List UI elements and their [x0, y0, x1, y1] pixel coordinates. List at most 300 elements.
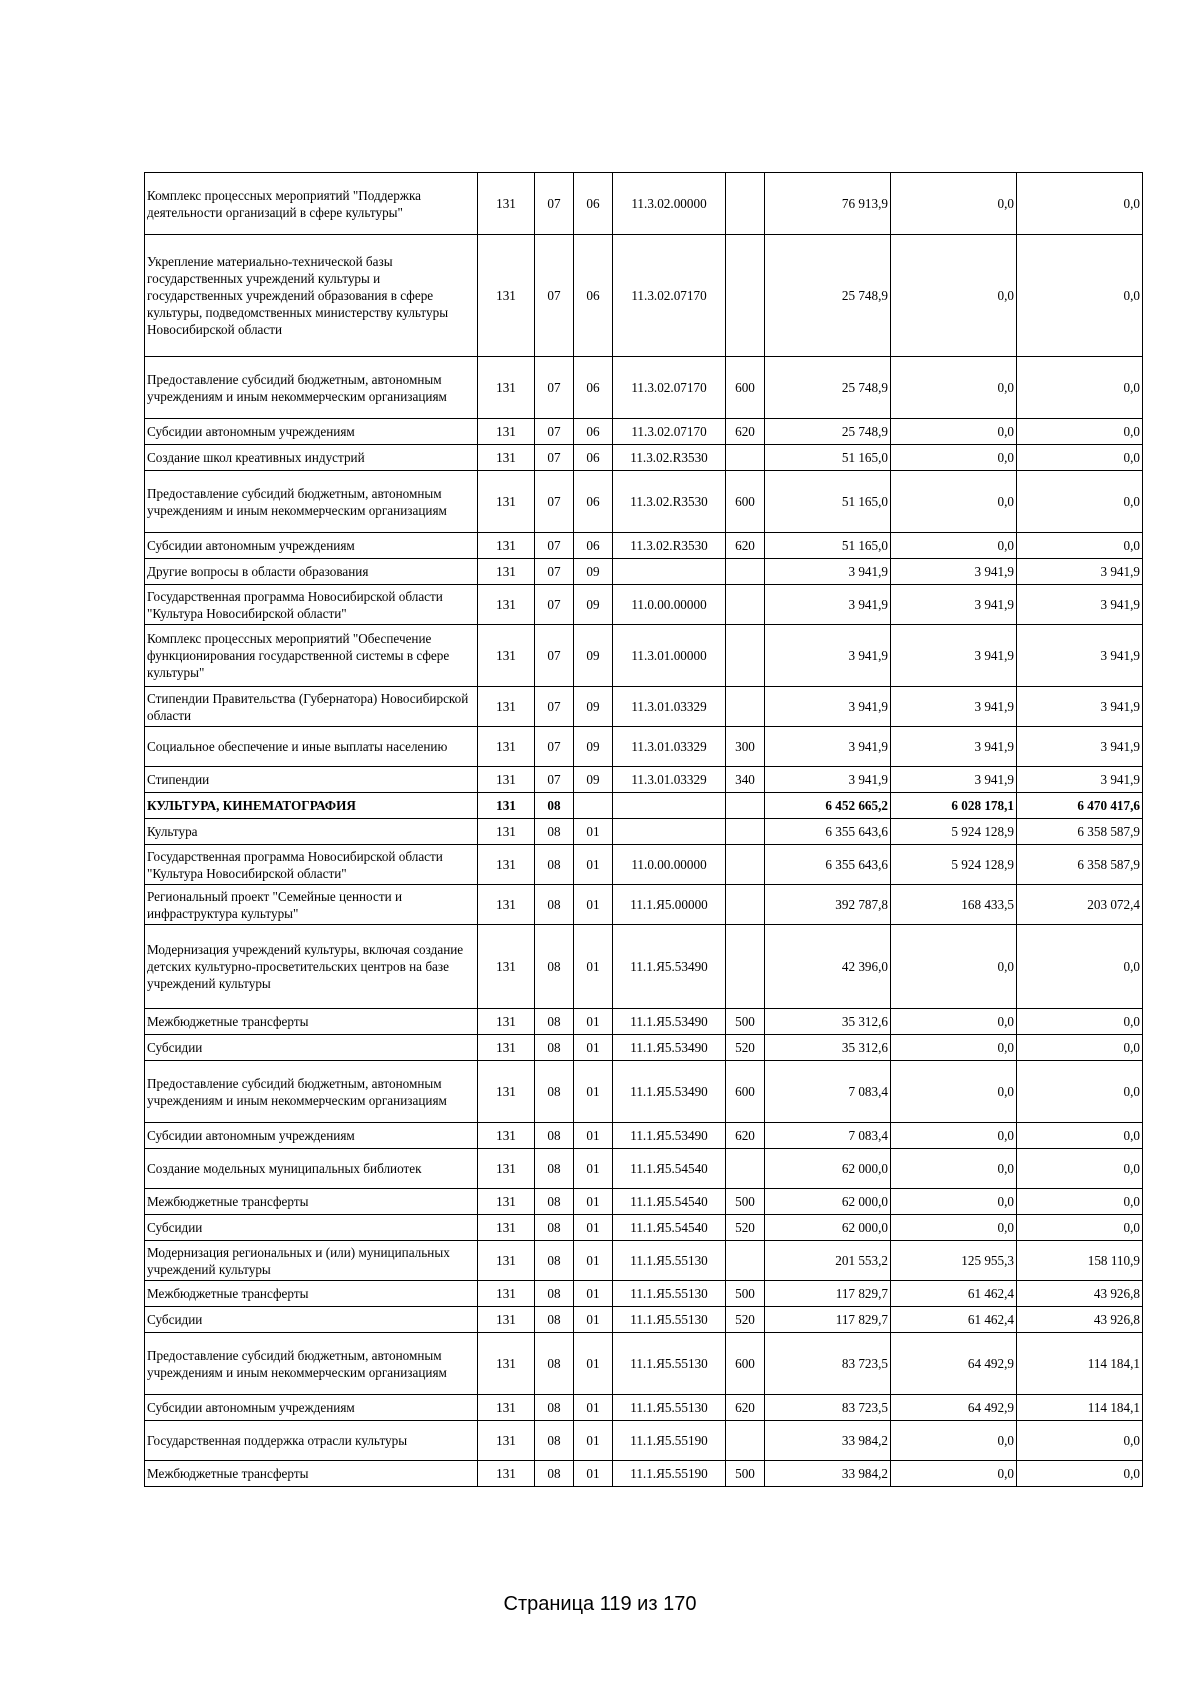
row-amount-year1-cell: 3 941,9 — [765, 767, 891, 793]
row-ministry-code-cell: 131 — [478, 1149, 535, 1189]
row-ministry-code-cell: 131 — [478, 533, 535, 559]
row-section-code-cell: 08 — [535, 819, 574, 845]
row-amount-year3-cell: 43 926,8 — [1017, 1281, 1143, 1307]
row-section-code-cell: 07 — [535, 559, 574, 585]
row-amount-year2-cell: 0,0 — [891, 445, 1017, 471]
row-amount-year3-cell: 3 941,9 — [1017, 585, 1143, 625]
row-section-code-cell: 07 — [535, 767, 574, 793]
row-target-article-cell: 11.3.02.R3530 — [613, 445, 726, 471]
row-amount-year2-cell: 0,0 — [891, 925, 1017, 1009]
row-target-article-cell: 11.3.02.R3530 — [613, 533, 726, 559]
table-row — [145, 1035, 1143, 1061]
row-amount-year3-cell: 6 358 587,9 — [1017, 819, 1143, 845]
row-amount-year2-cell: 3 941,9 — [891, 727, 1017, 767]
row-expense-type-cell: 600 — [726, 1333, 765, 1395]
row-amount-year3-cell: 0,0 — [1017, 533, 1143, 559]
row-amount-year2-cell: 0,0 — [891, 1421, 1017, 1461]
table-row — [145, 819, 1143, 845]
row-target-article-cell: 11.3.01.03329 — [613, 767, 726, 793]
row-expense-type-cell — [726, 819, 765, 845]
row-amount-year2-cell: 3 941,9 — [891, 767, 1017, 793]
row-target-article-cell: 11.1.Я5.55130 — [613, 1281, 726, 1307]
row-amount-year2-cell: 64 492,9 — [891, 1333, 1017, 1395]
row-subsection-code-cell: 09 — [574, 767, 613, 793]
row-subsection-code-cell: 01 — [574, 1421, 613, 1461]
row-name-cell: Укрепление материально-технической базы государственных учреждений культуры и государственных учреждений образования в сфере культуры, подведомственных министерству культуры Новосибирской области — [145, 235, 478, 357]
row-amount-year1-cell: 6 452 665,2 — [765, 793, 891, 819]
row-amount-year3-cell: 3 941,9 — [1017, 687, 1143, 727]
row-ministry-code-cell: 131 — [478, 1215, 535, 1241]
row-subsection-code-cell: 01 — [574, 1149, 613, 1189]
row-amount-year2-cell: 0,0 — [891, 1009, 1017, 1035]
table-row — [145, 1241, 1143, 1281]
row-name-cell: Межбюджетные трансферты — [145, 1461, 478, 1487]
row-ministry-code-cell: 131 — [478, 793, 535, 819]
row-section-code-cell: 08 — [535, 1395, 574, 1421]
row-amount-year1-cell: 201 553,2 — [765, 1241, 891, 1281]
row-amount-year2-cell: 0,0 — [891, 1461, 1017, 1487]
row-subsection-code-cell: 01 — [574, 1241, 613, 1281]
row-expense-type-cell: 500 — [726, 1461, 765, 1487]
page-number: Страница 119 из 170 — [503, 1593, 697, 1615]
row-amount-year2-cell: 0,0 — [891, 235, 1017, 357]
row-target-article-cell — [613, 793, 726, 819]
row-amount-year3-cell: 3 941,9 — [1017, 625, 1143, 687]
row-name-cell: Модернизация региональных и (или) муниципальных учреждений культуры — [145, 1241, 478, 1281]
row-name-cell: Предоставление субсидий бюджетным, автономным учреждениям и иным некоммерческим организациям — [145, 1061, 478, 1123]
row-amount-year3-cell: 0,0 — [1017, 445, 1143, 471]
row-section-code-cell: 07 — [535, 419, 574, 445]
row-section-code-cell: 08 — [535, 1241, 574, 1281]
row-subsection-code-cell: 01 — [574, 1281, 613, 1307]
row-name-cell: КУЛЬТУРА, КИНЕМАТОГРАФИЯ — [145, 793, 478, 819]
row-subsection-code-cell: 01 — [574, 885, 613, 925]
row-amount-year1-cell: 76 913,9 — [765, 173, 891, 235]
row-name-cell: Социальное обеспечение и иные выплаты населению — [145, 727, 478, 767]
row-target-article-cell: 11.3.01.03329 — [613, 727, 726, 767]
row-name-cell: Государственная поддержка отрасли культуры — [145, 1421, 478, 1461]
row-amount-year1-cell: 3 941,9 — [765, 625, 891, 687]
row-subsection-code-cell: 06 — [574, 357, 613, 419]
row-amount-year3-cell: 114 184,1 — [1017, 1333, 1143, 1395]
row-ministry-code-cell: 131 — [478, 585, 535, 625]
row-ministry-code-cell: 131 — [478, 357, 535, 419]
row-subsection-code-cell: 06 — [574, 471, 613, 533]
row-amount-year3-cell: 0,0 — [1017, 419, 1143, 445]
row-ministry-code-cell: 131 — [478, 1123, 535, 1149]
row-amount-year1-cell: 42 396,0 — [765, 925, 891, 1009]
row-section-code-cell: 08 — [535, 793, 574, 819]
row-subsection-code-cell: 01 — [574, 1061, 613, 1123]
row-name-cell: Межбюджетные трансферты — [145, 1281, 478, 1307]
table-row — [145, 559, 1143, 585]
row-ministry-code-cell: 131 — [478, 173, 535, 235]
row-name-cell: Субсидии — [145, 1307, 478, 1333]
row-amount-year3-cell: 3 941,9 — [1017, 559, 1143, 585]
row-amount-year2-cell: 3 941,9 — [891, 559, 1017, 585]
row-section-code-cell: 08 — [535, 1421, 574, 1461]
row-target-article-cell: 11.1.Я5.55190 — [613, 1461, 726, 1487]
row-expense-type-cell — [726, 445, 765, 471]
row-expense-type-cell: 500 — [726, 1009, 765, 1035]
row-expense-type-cell — [726, 1149, 765, 1189]
row-amount-year2-cell: 0,0 — [891, 1149, 1017, 1189]
table-row — [145, 1307, 1143, 1333]
table-row — [145, 419, 1143, 445]
row-expense-type-cell — [726, 585, 765, 625]
row-subsection-code-cell: 01 — [574, 1035, 613, 1061]
row-amount-year3-cell: 3 941,9 — [1017, 727, 1143, 767]
row-target-article-cell: 11.1.Я5.53490 — [613, 1035, 726, 1061]
row-section-code-cell: 08 — [535, 1035, 574, 1061]
row-amount-year1-cell: 3 941,9 — [765, 585, 891, 625]
row-section-code-cell: 08 — [535, 1189, 574, 1215]
table-row — [145, 1215, 1143, 1241]
row-section-code-cell: 07 — [535, 687, 574, 727]
row-amount-year3-cell: 43 926,8 — [1017, 1307, 1143, 1333]
row-amount-year2-cell: 3 941,9 — [891, 585, 1017, 625]
row-expense-type-cell: 620 — [726, 1123, 765, 1149]
row-name-cell: Комплекс процессных мероприятий "Обеспечение функционирования государственной системы в сфере культуры" — [145, 625, 478, 687]
table-row — [145, 793, 1143, 819]
row-amount-year2-cell: 0,0 — [891, 1189, 1017, 1215]
table-row — [145, 1009, 1143, 1035]
table-row — [145, 1189, 1143, 1215]
row-ministry-code-cell: 131 — [478, 687, 535, 727]
row-subsection-code-cell: 06 — [574, 419, 613, 445]
table-row — [145, 357, 1143, 419]
row-amount-year3-cell: 0,0 — [1017, 1035, 1143, 1061]
row-subsection-code-cell: 09 — [574, 559, 613, 585]
row-ministry-code-cell: 131 — [478, 727, 535, 767]
row-subsection-code-cell: 01 — [574, 1189, 613, 1215]
row-name-cell: Субсидии автономным учреждениям — [145, 1123, 478, 1149]
row-ministry-code-cell: 131 — [478, 1333, 535, 1395]
row-expense-type-cell: 620 — [726, 533, 765, 559]
row-target-article-cell: 11.1.Я5.55190 — [613, 1421, 726, 1461]
budget-table — [144, 172, 1143, 1487]
row-amount-year2-cell: 64 492,9 — [891, 1395, 1017, 1421]
row-amount-year2-cell: 0,0 — [891, 1123, 1017, 1149]
row-subsection-code-cell: 01 — [574, 1395, 613, 1421]
table-row — [145, 533, 1143, 559]
row-amount-year1-cell: 25 748,9 — [765, 235, 891, 357]
row-ministry-code-cell: 131 — [478, 419, 535, 445]
row-amount-year3-cell: 0,0 — [1017, 173, 1143, 235]
row-amount-year3-cell: 0,0 — [1017, 1461, 1143, 1487]
row-section-code-cell: 08 — [535, 1281, 574, 1307]
row-amount-year3-cell: 114 184,1 — [1017, 1395, 1143, 1421]
row-amount-year1-cell: 51 165,0 — [765, 471, 891, 533]
row-amount-year1-cell: 25 748,9 — [765, 357, 891, 419]
row-section-code-cell: 07 — [535, 357, 574, 419]
row-amount-year3-cell: 158 110,9 — [1017, 1241, 1143, 1281]
row-name-cell: Предоставление субсидий бюджетным, автономным учреждениям и иным некоммерческим организациям — [145, 471, 478, 533]
row-subsection-code-cell: 01 — [574, 1307, 613, 1333]
row-amount-year1-cell: 33 984,2 — [765, 1461, 891, 1487]
row-ministry-code-cell: 131 — [478, 471, 535, 533]
row-subsection-code-cell: 09 — [574, 727, 613, 767]
row-section-code-cell: 07 — [535, 585, 574, 625]
table-row — [145, 471, 1143, 533]
row-expense-type-cell — [726, 173, 765, 235]
row-amount-year1-cell: 392 787,8 — [765, 885, 891, 925]
row-ministry-code-cell: 131 — [478, 1009, 535, 1035]
row-amount-year2-cell: 0,0 — [891, 533, 1017, 559]
row-ministry-code-cell: 131 — [478, 1061, 535, 1123]
row-name-cell: Субсидии автономным учреждениям — [145, 1395, 478, 1421]
row-amount-year3-cell: 0,0 — [1017, 1189, 1143, 1215]
row-amount-year2-cell: 3 941,9 — [891, 625, 1017, 687]
row-name-cell: Стипендии — [145, 767, 478, 793]
row-amount-year1-cell: 117 829,7 — [765, 1281, 891, 1307]
row-section-code-cell: 08 — [535, 1461, 574, 1487]
row-section-code-cell: 08 — [535, 1307, 574, 1333]
row-section-code-cell: 07 — [535, 727, 574, 767]
row-name-cell: Создание модельных муниципальных библиотек — [145, 1149, 478, 1189]
row-expense-type-cell: 500 — [726, 1281, 765, 1307]
row-amount-year1-cell: 7 083,4 — [765, 1123, 891, 1149]
row-amount-year2-cell: 0,0 — [891, 357, 1017, 419]
table-row — [145, 235, 1143, 357]
row-ministry-code-cell: 131 — [478, 559, 535, 585]
row-amount-year3-cell: 203 072,4 — [1017, 885, 1143, 925]
row-ministry-code-cell: 131 — [478, 445, 535, 471]
row-target-article-cell: 11.1.Я5.54540 — [613, 1149, 726, 1189]
row-subsection-code-cell: 06 — [574, 235, 613, 357]
row-ministry-code-cell: 131 — [478, 1281, 535, 1307]
row-name-cell: Комплекс процессных мероприятий "Поддержка деятельности организаций в сфере культуры" — [145, 173, 478, 235]
row-section-code-cell: 07 — [535, 445, 574, 471]
row-name-cell: Модернизация учреждений культуры, включая создание детских культурно-просветительских центров на базе учреждений культуры — [145, 925, 478, 1009]
row-subsection-code-cell: 01 — [574, 1009, 613, 1035]
row-amount-year2-cell: 0,0 — [891, 1215, 1017, 1241]
row-subsection-code-cell: 01 — [574, 925, 613, 1009]
row-amount-year3-cell: 0,0 — [1017, 235, 1143, 357]
table-row — [145, 727, 1143, 767]
row-ministry-code-cell: 131 — [478, 1307, 535, 1333]
row-expense-type-cell: 600 — [726, 1061, 765, 1123]
row-amount-year2-cell: 0,0 — [891, 419, 1017, 445]
row-target-article-cell: 11.1.Я5.53490 — [613, 1123, 726, 1149]
row-section-code-cell: 07 — [535, 625, 574, 687]
row-subsection-code-cell: 01 — [574, 1215, 613, 1241]
row-amount-year3-cell: 6 358 587,9 — [1017, 845, 1143, 885]
row-name-cell: Межбюджетные трансферты — [145, 1009, 478, 1035]
row-target-article-cell — [613, 819, 726, 845]
row-target-article-cell: 11.1.Я5.53490 — [613, 925, 726, 1009]
row-expense-type-cell: 620 — [726, 419, 765, 445]
row-ministry-code-cell: 131 — [478, 767, 535, 793]
row-amount-year2-cell: 6 028 178,1 — [891, 793, 1017, 819]
table-row — [145, 687, 1143, 727]
row-name-cell: Культура — [145, 819, 478, 845]
row-amount-year1-cell: 83 723,5 — [765, 1333, 891, 1395]
table-row — [145, 173, 1143, 235]
row-amount-year1-cell: 3 941,9 — [765, 727, 891, 767]
row-amount-year1-cell: 62 000,0 — [765, 1189, 891, 1215]
row-expense-type-cell — [726, 1421, 765, 1461]
row-section-code-cell: 07 — [535, 533, 574, 559]
row-section-code-cell: 07 — [535, 173, 574, 235]
row-subsection-code-cell: 06 — [574, 533, 613, 559]
row-target-article-cell: 11.0.00.00000 — [613, 585, 726, 625]
row-expense-type-cell: 520 — [726, 1215, 765, 1241]
row-amount-year3-cell: 0,0 — [1017, 1123, 1143, 1149]
row-ministry-code-cell: 131 — [478, 1421, 535, 1461]
row-amount-year1-cell: 83 723,5 — [765, 1395, 891, 1421]
row-name-cell: Другие вопросы в области образования — [145, 559, 478, 585]
row-ministry-code-cell: 131 — [478, 1189, 535, 1215]
row-expense-type-cell — [726, 559, 765, 585]
row-expense-type-cell: 340 — [726, 767, 765, 793]
row-subsection-code-cell: 01 — [574, 1461, 613, 1487]
row-target-article-cell: 11.3.02.07170 — [613, 235, 726, 357]
row-target-article-cell: 11.1.Я5.55130 — [613, 1395, 726, 1421]
row-amount-year1-cell: 6 355 643,6 — [765, 845, 891, 885]
table-row — [145, 1123, 1143, 1149]
row-amount-year3-cell: 0,0 — [1017, 1009, 1143, 1035]
row-expense-type-cell: 500 — [726, 1189, 765, 1215]
row-target-article-cell: 11.1.Я5.00000 — [613, 885, 726, 925]
row-expense-type-cell — [726, 845, 765, 885]
row-name-cell: Предоставление субсидий бюджетным, автономным учреждениям и иным некоммерческим организациям — [145, 1333, 478, 1395]
row-name-cell: Субсидии — [145, 1035, 478, 1061]
row-expense-type-cell: 300 — [726, 727, 765, 767]
row-amount-year1-cell: 3 941,9 — [765, 687, 891, 727]
table-row — [145, 625, 1143, 687]
row-expense-type-cell — [726, 885, 765, 925]
row-amount-year3-cell: 0,0 — [1017, 357, 1143, 419]
table-row — [145, 1149, 1143, 1189]
row-target-article-cell: 11.1.Я5.55130 — [613, 1307, 726, 1333]
row-name-cell: Субсидии автономным учреждениям — [145, 533, 478, 559]
row-name-cell: Государственная программа Новосибирской области "Культура Новосибирской области" — [145, 585, 478, 625]
row-ministry-code-cell: 131 — [478, 1241, 535, 1281]
row-target-article-cell: 11.3.02.R3530 — [613, 471, 726, 533]
row-amount-year2-cell: 125 955,3 — [891, 1241, 1017, 1281]
row-subsection-code-cell: 01 — [574, 1333, 613, 1395]
row-amount-year2-cell: 0,0 — [891, 1035, 1017, 1061]
row-subsection-code-cell — [574, 793, 613, 819]
row-ministry-code-cell: 131 — [478, 1035, 535, 1061]
row-name-cell: Межбюджетные трансферты — [145, 1189, 478, 1215]
row-amount-year2-cell: 3 941,9 — [891, 687, 1017, 727]
row-target-article-cell: 11.3.02.07170 — [613, 357, 726, 419]
row-amount-year1-cell: 62 000,0 — [765, 1149, 891, 1189]
row-subsection-code-cell: 09 — [574, 687, 613, 727]
row-amount-year1-cell: 35 312,6 — [765, 1035, 891, 1061]
row-expense-type-cell — [726, 1241, 765, 1281]
row-amount-year1-cell: 117 829,7 — [765, 1307, 891, 1333]
row-amount-year2-cell: 5 924 128,9 — [891, 845, 1017, 885]
row-expense-type-cell — [726, 235, 765, 357]
budget-table-body — [145, 173, 1143, 1487]
table-row — [145, 1421, 1143, 1461]
row-ministry-code-cell: 131 — [478, 819, 535, 845]
row-section-code-cell: 08 — [535, 845, 574, 885]
row-amount-year3-cell: 0,0 — [1017, 1061, 1143, 1123]
row-ministry-code-cell: 131 — [478, 625, 535, 687]
row-name-cell: Субсидии — [145, 1215, 478, 1241]
row-expense-type-cell: 520 — [726, 1035, 765, 1061]
row-section-code-cell: 08 — [535, 1149, 574, 1189]
row-section-code-cell: 08 — [535, 1009, 574, 1035]
row-section-code-cell: 08 — [535, 1061, 574, 1123]
row-target-article-cell: 11.1.Я5.54540 — [613, 1215, 726, 1241]
row-target-article-cell: 11.0.00.00000 — [613, 845, 726, 885]
row-target-article-cell: 11.3.01.03329 — [613, 687, 726, 727]
row-name-cell: Региональный проект "Семейные ценности и инфраструктура культуры" — [145, 885, 478, 925]
row-subsection-code-cell: 01 — [574, 845, 613, 885]
row-amount-year1-cell: 51 165,0 — [765, 445, 891, 471]
row-amount-year1-cell: 3 941,9 — [765, 559, 891, 585]
table-row — [145, 925, 1143, 1009]
row-target-article-cell: 11.3.01.00000 — [613, 625, 726, 687]
row-amount-year1-cell: 25 748,9 — [765, 419, 891, 445]
row-section-code-cell: 07 — [535, 235, 574, 357]
row-amount-year3-cell: 3 941,9 — [1017, 767, 1143, 793]
row-amount-year2-cell: 61 462,4 — [891, 1307, 1017, 1333]
row-subsection-code-cell: 06 — [574, 173, 613, 235]
row-amount-year2-cell: 5 924 128,9 — [891, 819, 1017, 845]
table-row — [145, 767, 1143, 793]
row-amount-year1-cell: 51 165,0 — [765, 533, 891, 559]
row-subsection-code-cell: 06 — [574, 445, 613, 471]
row-name-cell: Стипендии Правительства (Губернатора) Новосибирской области — [145, 687, 478, 727]
table-row — [145, 445, 1143, 471]
table-row — [145, 1333, 1143, 1395]
table-row — [145, 1395, 1143, 1421]
row-target-article-cell: 11.3.02.07170 — [613, 419, 726, 445]
row-ministry-code-cell: 131 — [478, 1395, 535, 1421]
row-amount-year3-cell: 6 470 417,6 — [1017, 793, 1143, 819]
row-amount-year1-cell: 6 355 643,6 — [765, 819, 891, 845]
row-target-article-cell: 11.1.Я5.55130 — [613, 1241, 726, 1281]
row-amount-year2-cell: 0,0 — [891, 173, 1017, 235]
row-subsection-code-cell: 01 — [574, 819, 613, 845]
row-section-code-cell: 08 — [535, 885, 574, 925]
row-ministry-code-cell: 131 — [478, 1461, 535, 1487]
row-subsection-code-cell: 09 — [574, 585, 613, 625]
row-amount-year3-cell: 0,0 — [1017, 1421, 1143, 1461]
row-amount-year3-cell: 0,0 — [1017, 1215, 1143, 1241]
row-amount-year2-cell: 0,0 — [891, 1061, 1017, 1123]
row-subsection-code-cell: 01 — [574, 1123, 613, 1149]
row-amount-year2-cell: 0,0 — [891, 471, 1017, 533]
row-target-article-cell: 11.1.Я5.55130 — [613, 1333, 726, 1395]
row-name-cell: Предоставление субсидий бюджетным, автономным учреждениям и иным некоммерческим организациям — [145, 357, 478, 419]
row-expense-type-cell — [726, 625, 765, 687]
row-target-article-cell: 11.1.Я5.53490 — [613, 1061, 726, 1123]
row-expense-type-cell — [726, 687, 765, 727]
row-expense-type-cell: 520 — [726, 1307, 765, 1333]
row-ministry-code-cell: 131 — [478, 235, 535, 357]
row-amount-year1-cell: 35 312,6 — [765, 1009, 891, 1035]
row-target-article-cell — [613, 559, 726, 585]
table-row — [145, 585, 1143, 625]
row-amount-year3-cell: 0,0 — [1017, 925, 1143, 1009]
table-row — [145, 845, 1143, 885]
row-section-code-cell: 08 — [535, 1333, 574, 1395]
table-row — [145, 1281, 1143, 1307]
row-amount-year2-cell: 168 433,5 — [891, 885, 1017, 925]
row-expense-type-cell: 600 — [726, 471, 765, 533]
row-name-cell: Субсидии автономным учреждениям — [145, 419, 478, 445]
table-row — [145, 1461, 1143, 1487]
row-amount-year1-cell: 7 083,4 — [765, 1061, 891, 1123]
row-target-article-cell: 11.1.Я5.54540 — [613, 1189, 726, 1215]
